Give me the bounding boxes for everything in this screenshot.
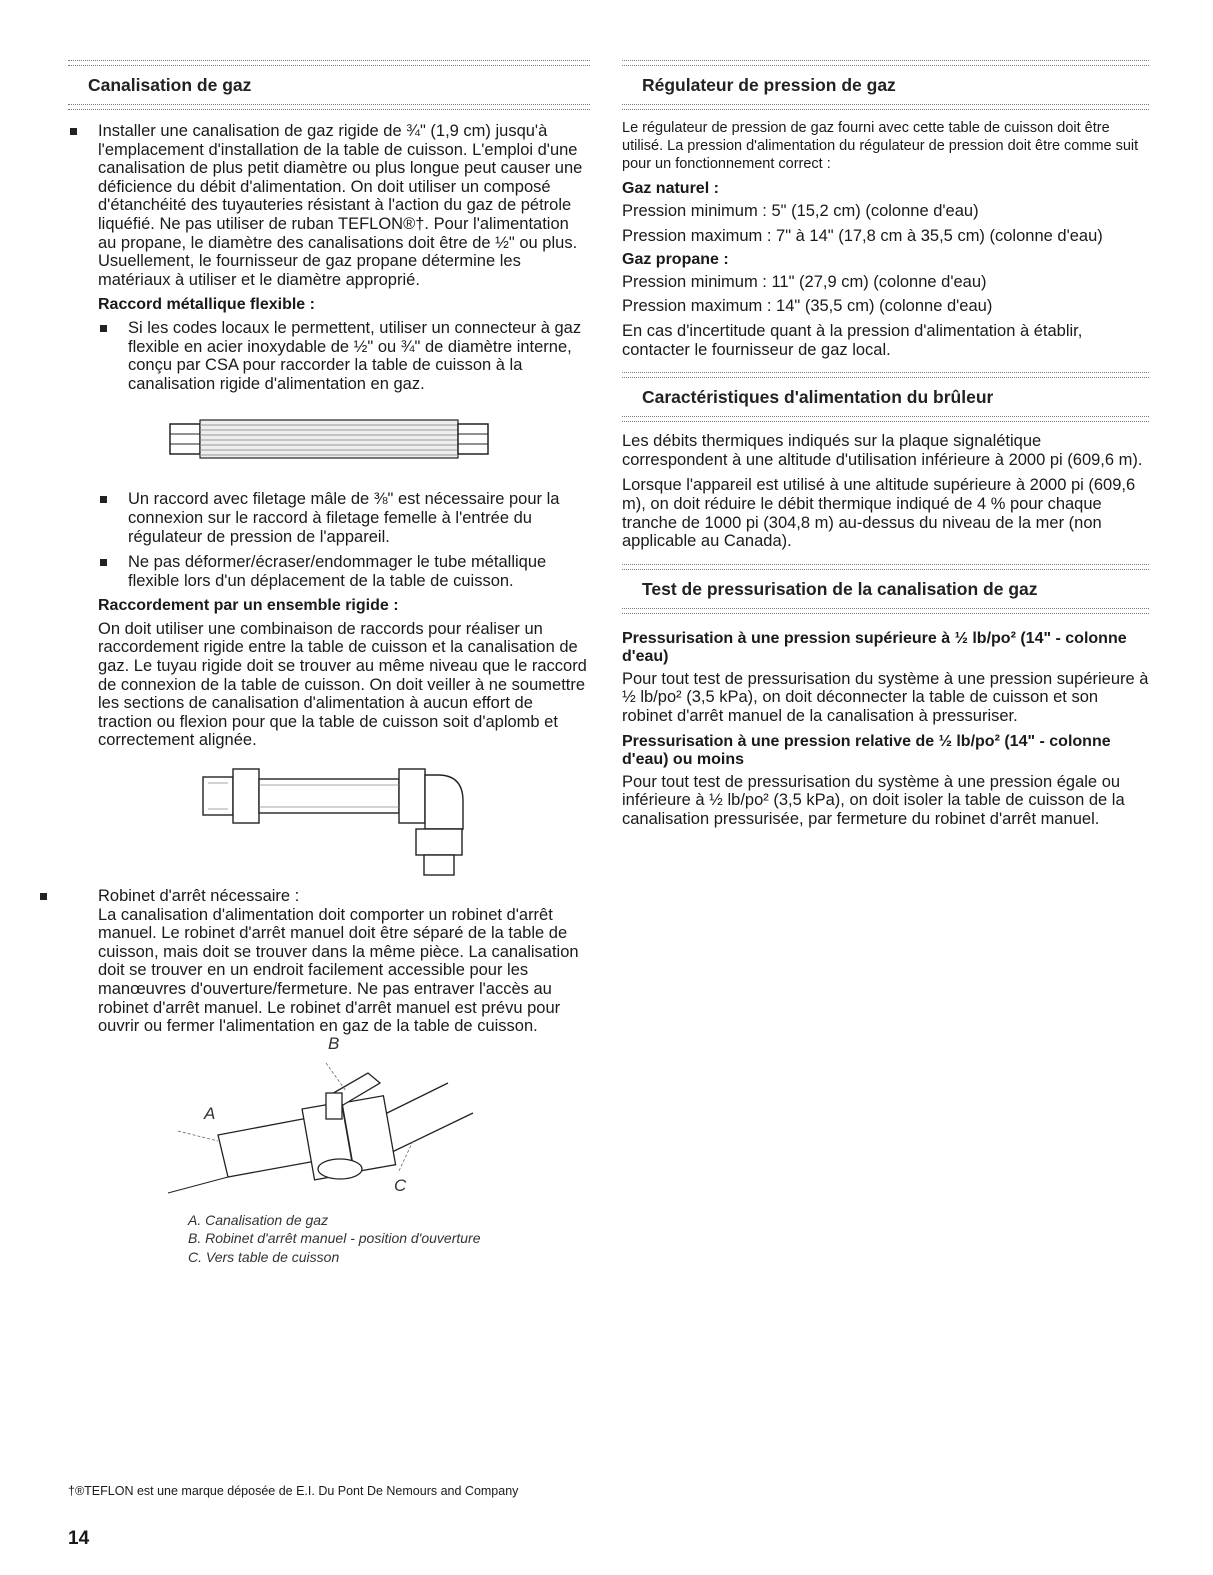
caption-a: A. Canalisation de gaz [188,1211,329,1228]
label-a: A [204,1103,216,1123]
section-heading-pressure-test: Test de pressurisation de la canalisation de gaz [642,578,1038,599]
section-heading-gas-line: Canalisation de gaz [88,75,252,95]
section-rule [622,564,1149,570]
paragraph-test-above: Pour tout test de pressurisation du système à une pression supérieure à ½ lb/po² (3,5 kPa), on doit déconnecter la table de cuisson et son robinet d'arrêt manuel de la canalisation à pressuriser. [622,669,1149,726]
natural-gas-max: Pression maximum : 7" à 14" (17,8 cm à 35,5 cm) (colonne d'eau) [622,226,1103,245]
section-rule [622,60,1149,66]
left-column [68,60,590,1266]
shutoff-valve-title: Robinet d'arrêt nécessaire : [98,887,300,906]
paragraph-uncertain: En cas d'incertitude quant à la pression d'alimentation à établir, contacter le fournisseur de gaz local. [622,321,1083,359]
section-heading-burner: Caractéristiques d'alimentation du brûleur [642,387,994,408]
shutoff-valve-figure [68,1033,590,1203]
label-test-below: Pressurisation à une pression relative de ½ lb/po² (14" - colonne d'eau) ou moins [622,732,1111,769]
paragraph-burner-1: Les débits thermiques indiqués sur la plaque signalétique correspondent à une altitude d'utilisation inférieure à 2000 pi (609,6 m). [622,432,1143,469]
label-propane-gas: Gaz propane : [622,251,729,269]
label-rigid-connection: Raccordement par un ensemble rigide : [98,597,399,615]
section-rule [622,372,1149,378]
caption-b: B. Robinet d'arrêt manuel - position d'ouverture [188,1230,481,1247]
section-rule [68,60,590,66]
propane-gas-max: Pression maximum : 14" (35,5 cm) (colonne d'eau) [622,297,993,316]
natural-gas-min: Pression minimum : 5" (15,2 cm) (colonne d'eau) [622,201,979,220]
label-b: B [328,1033,340,1053]
bullet-flexible-1: Si les codes locaux le permettent, utiliser un connecteur à gaz flexible en acier inoxydable de ½" ou ¾" de diamètre interne, conçu par CSA pour raccorder la table de cuisson à la canalisation rigide d'alimentation en gaz. [98,319,590,393]
right-column [622,60,1149,836]
rigid-pipe-illustration [68,757,590,877]
paragraph-rigid-connection: On doit utiliser une combinaison de raccords pour réaliser un raccordement rigide entre la table de cuisson et la canalisation de gaz. Le tuyau rigide doit se trouver au même niveau que le raccord de connexion de la table de cuisson. On doit veiller à ne soumettre les sections de canalisation d'alimentation à aucun effort de traction ou flexion pour que la table de cuisson soit d'aplomb et correctement alignée. [98,619,587,750]
label-flexible-connection: Raccord métallique flexible : [98,296,315,314]
page-number: 14 [68,1528,90,1549]
propane-gas-min: Pression minimum : 11" (27,9 cm) (colonne d'eau) [622,272,987,291]
paragraph-regulator: Le régulateur de pression de gaz fourni avec cette table de cuisson doit être utilisé. La pression d'alimentation du régulateur de pression doit être comme suit pour un fonctionnement correct : [622,120,1139,172]
footnote: †®TEFLON est une marque déposée de E.I. Du Pont De Nemours and Company [68,1484,519,1498]
paragraph-test-below: Pour tout test de pressurisation du système à une pression égale ou inférieure à ½ lb/po² (3,5 kPa), on doit isoler la table de cuisson de la canalisation pressurisée, par fermeture du robinet d'arrêt manuel. [622,772,1125,829]
bullet-gas-line: Installer une canalisation de gaz rigide de ¾" (1,9 cm) jusqu'à l'emplacement d'installation de la table de cuisson. L'emploi d'une canalisation de plus petit diamètre ou plus longue peut causer une déficience du débit d'alimentation. On doit utiliser un composé d'étanchéité des tuyauteries résistant à l'action du gaz de pétrole liquéfié. Ne pas utiliser de ruban TEFLON®†. Pour l'alimentation au propane, le diamètre des canalisations doit être de ½" ou plus. Usuellement, le fournisseur de gaz propane détermine les matériaux à utiliser et le diamètre approprié. [68,122,590,289]
shutoff-valve-text: La canalisation d'alimentation doit comporter un robinet d'arrêt manuel. Le robinet d'arrêt manuel doit être séparé de la table de cuisson, mais doit se trouver dans la même pièce. La canalisation doit se trouver en un endroit facilement accessible pour les manœuvres d'ouverture/fermeture. Ne pas entraver l'accès au robinet d'arrêt manuel. Le robinet d'arrêt manuel est prévu pour ouvrir ou fermer l'alimentation en gaz de la table de cuisson. [98,905,579,1036]
bullet-flexible-2: Un raccord avec filetage mâle de ⅜" est nécessaire pour la connexion sur le raccord à filetage femelle à l'entrée du régulateur de pression de l'appareil. [98,490,590,546]
caption-c: C. Vers table de cuisson [188,1248,340,1265]
paragraph-burner-2: Lorsque l'appareil est utilisé à une altitude supérieure à 2000 pi (609,6 m), on doit réduire le débit thermique indiqué de 4 % pour chaque tranche de 1000 pi (304,8 m) au-dessus du niveau de la mer (non applicable au Canada). [622,476,1136,551]
label-natural-gas: Gaz naturel : [622,180,719,198]
bullet-flexible-3: Ne pas déformer/écraser/endommager le tube métallique flexible lors d'un déplacement de la table de cuisson. [98,553,590,590]
bullet-shutoff-valve [38,887,590,1036]
shutoff-valve-illustration [68,1043,590,1203]
flexible-connector-illustration [68,400,590,480]
figure-captions [188,1211,590,1267]
label-c: C [394,1175,407,1195]
label-test-above: Pressurisation à une pression supérieure à ½ lb/po² (14" - colonne d'eau) [622,629,1127,666]
section-heading-regulator: Régulateur de pression de gaz [642,75,896,95]
